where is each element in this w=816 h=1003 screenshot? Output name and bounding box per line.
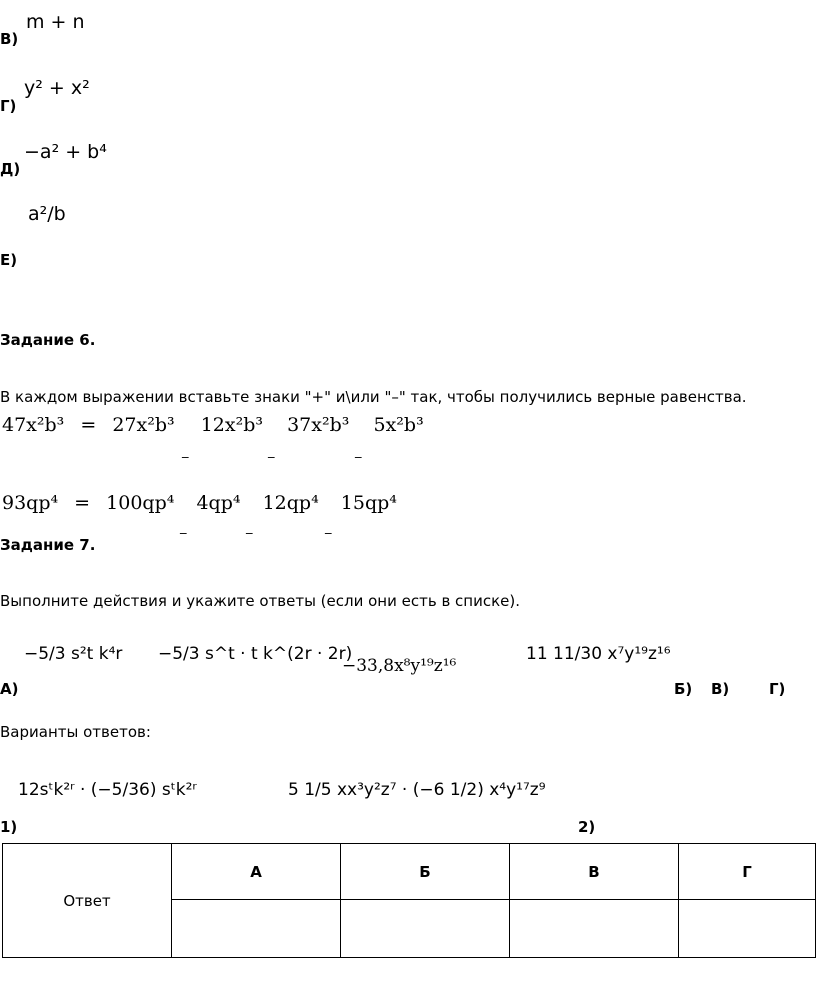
eq1-lhs: 47x²b³ bbox=[2, 414, 65, 436]
answer-col-a: А bbox=[172, 844, 341, 900]
answer-cell-v[interactable] bbox=[510, 900, 679, 958]
variants-title: Варианты ответов: bbox=[0, 723, 151, 741]
eq2-rhs: 100qp⁴ bbox=[106, 492, 175, 514]
task7-label-b: Б) bbox=[674, 680, 693, 698]
option-label-v: В) bbox=[0, 30, 19, 48]
eq1-term-3: 5x²b³ bbox=[373, 414, 424, 436]
eq2-blank-2[interactable]: _ bbox=[246, 520, 253, 535]
eq2-term-2: 12qp⁴ bbox=[262, 492, 319, 514]
eq1-blank-3[interactable]: _ bbox=[355, 444, 362, 459]
task6-title: Задание 6. bbox=[0, 331, 96, 349]
option-v-expression: m + n bbox=[26, 11, 85, 33]
eq1-blank-1[interactable]: _ bbox=[182, 444, 189, 459]
variant-label-2: 2) bbox=[578, 818, 596, 836]
variant-2-expression bbox=[288, 780, 546, 800]
eq2-lhs: 93qp⁴ bbox=[2, 492, 59, 514]
option-label-d: Д) bbox=[0, 160, 21, 178]
option-expr-d bbox=[24, 141, 107, 163]
task7-expression-b bbox=[158, 644, 352, 664]
answer-col-v: В bbox=[510, 844, 679, 900]
answer-cell-g[interactable] bbox=[679, 900, 816, 958]
option-g-expression: y² + x² bbox=[24, 77, 90, 99]
option-d-expression: −a² + b⁴ bbox=[24, 141, 107, 163]
eq1-term-2: 37x²b³ bbox=[287, 414, 350, 436]
eq1-term-1: 12x²b³ bbox=[200, 414, 263, 436]
task7-label-g: Г) bbox=[769, 680, 786, 698]
eq2-term-1: 4qp⁴ bbox=[196, 492, 241, 514]
answer-row-header: Ответ bbox=[3, 844, 172, 958]
task7-label-a: А) bbox=[0, 680, 19, 698]
task7-expression-v bbox=[342, 656, 456, 676]
variant-2-text: 5 1/5 xx³y²z⁷ · (−6 1/2) x⁴y¹⁷z⁹ bbox=[288, 780, 546, 800]
eq2-equals: = bbox=[74, 492, 91, 514]
answer-cell-a[interactable] bbox=[172, 900, 341, 958]
eq2-term-3: 15qp⁴ bbox=[340, 492, 397, 514]
task7-expression-g bbox=[526, 644, 671, 664]
task7-label-v: В) bbox=[711, 680, 730, 698]
task7-expr-b-text: −5/3 s^t · t k^(2r · 2r) bbox=[158, 644, 353, 664]
task7-instruction: Выполните действия и укажите ответы (если они есть в списке). bbox=[0, 592, 521, 610]
task6-instruction: В каждом выражении вставьте знаки "+" и\или "–" так, чтобы получились верные равенства. bbox=[0, 388, 747, 406]
task7-title: Задание 7. bbox=[0, 536, 96, 554]
task7-expr-v-text: −33,8x⁸y¹⁹z¹⁶ bbox=[342, 656, 457, 676]
variant-1-expression bbox=[18, 780, 197, 800]
answer-cell-b[interactable] bbox=[341, 900, 510, 958]
option-expr-g bbox=[24, 77, 90, 99]
task6-equation-1 bbox=[2, 414, 424, 436]
task7-expr-g-text: 11 11/30 x⁷y¹⁹z¹⁶ bbox=[526, 644, 671, 664]
variant-label-1: 1) bbox=[0, 818, 18, 836]
eq2-blank-1[interactable]: _ bbox=[180, 520, 187, 535]
answer-table bbox=[2, 843, 816, 958]
eq2-blank-3[interactable]: _ bbox=[325, 520, 332, 535]
option-expr-v bbox=[26, 11, 85, 33]
option-label-g: Г) bbox=[0, 97, 17, 115]
task6-equation-2 bbox=[2, 492, 397, 514]
variant-1-text: 12sᵗk²ʳ · (−5/36) sᵗk²ʳ bbox=[18, 780, 197, 800]
task7-expression-a bbox=[24, 644, 122, 664]
task7-expr-a-text: −5/3 s²t k⁴r bbox=[24, 644, 123, 664]
eq1-rhs: 27x²b³ bbox=[112, 414, 175, 436]
option-expr-e bbox=[28, 203, 66, 225]
answer-col-g: Г bbox=[679, 844, 816, 900]
answer-col-b: Б bbox=[341, 844, 510, 900]
eq1-blank-2[interactable]: _ bbox=[268, 444, 275, 459]
option-label-e: Е) bbox=[0, 251, 18, 269]
eq1-equals: = bbox=[80, 414, 97, 436]
option-e-expression: a²/b bbox=[28, 203, 66, 225]
